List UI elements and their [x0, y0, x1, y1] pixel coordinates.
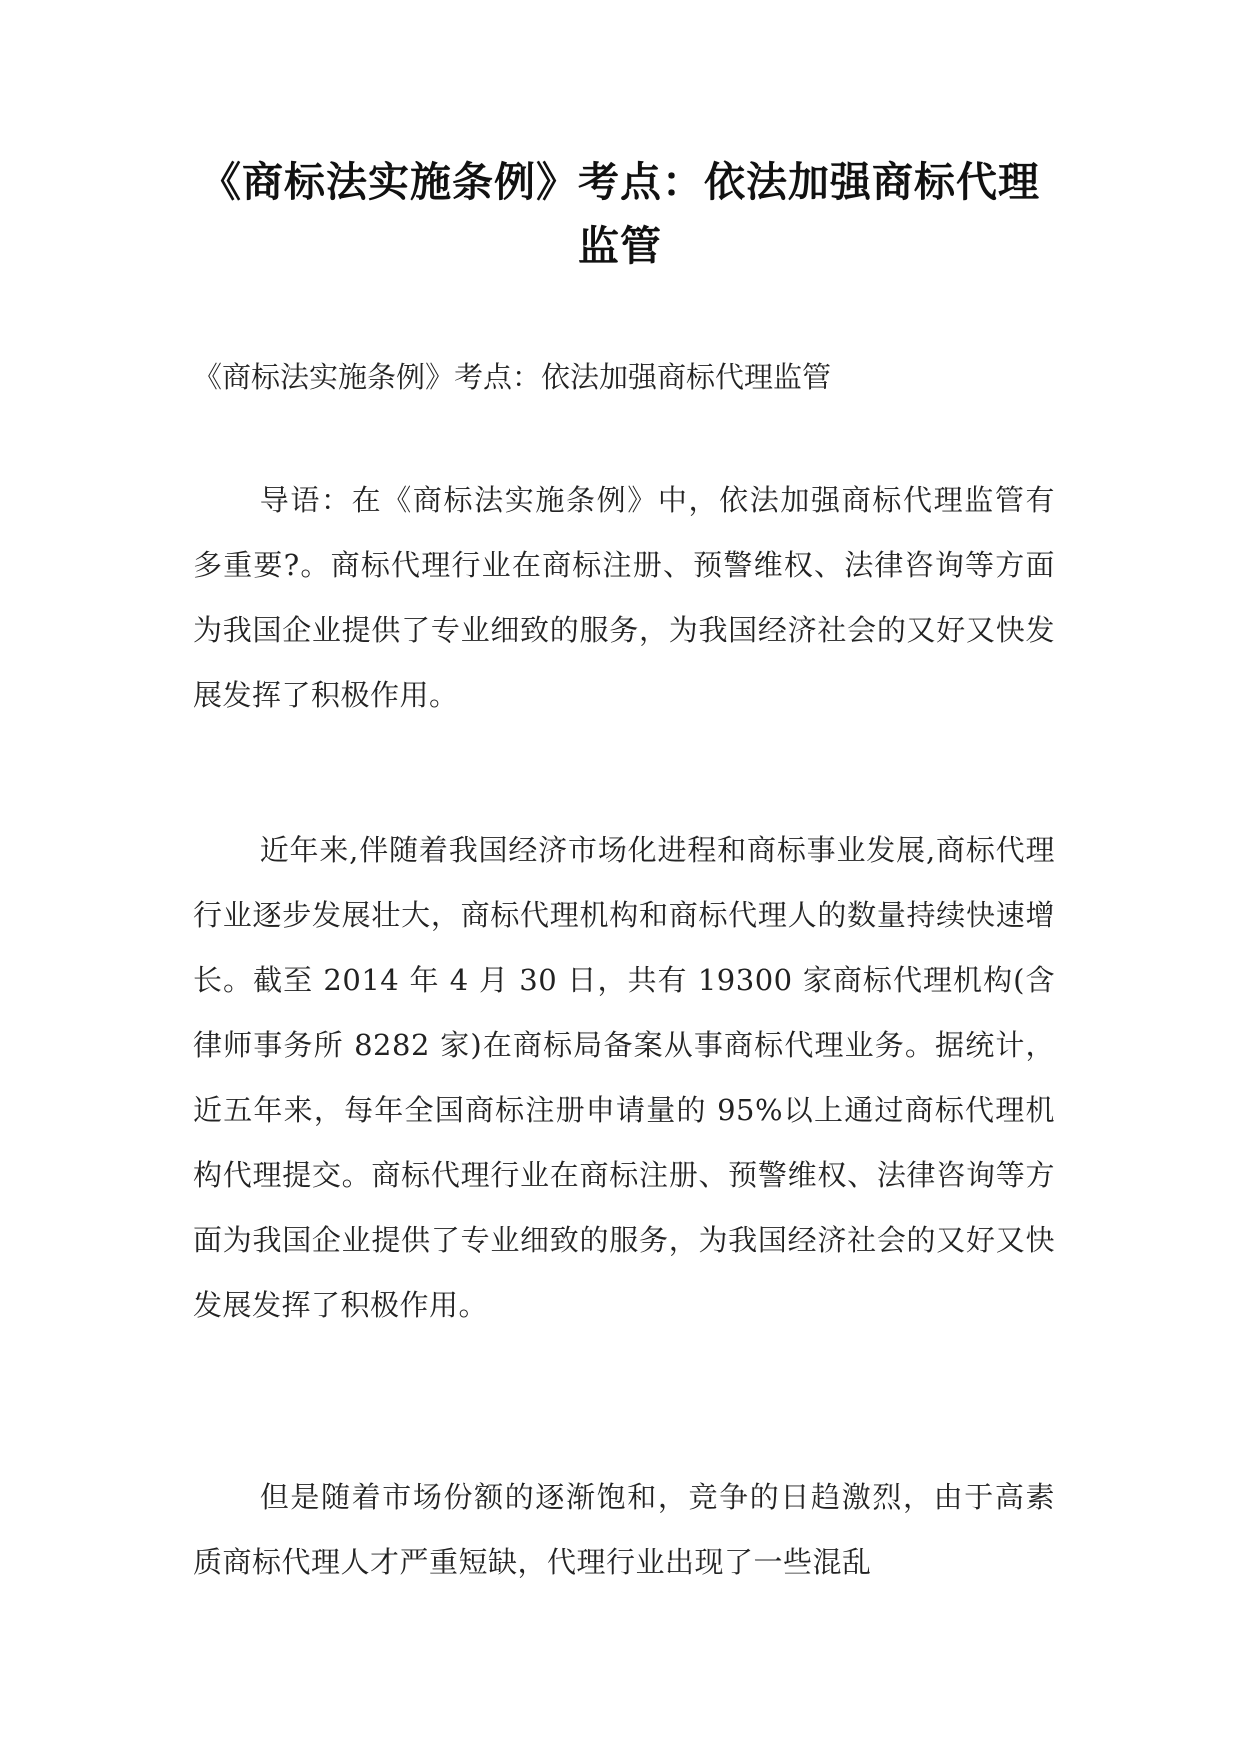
paragraph-problems: 但是随着市场份额的逐渐饱和，竞争的日趋激烈，由于高素质商标代理人才严重短缺，代理行业出现了一些混乱 [193, 1480, 1055, 1579]
document-subtitle: 《商标法实施条例》考点：依法加强商标代理监管 [193, 360, 832, 394]
paragraph-intro: 导语：在《商标法实施条例》中，依法加强商标代理监管有多重要?。商标代理行业在商标注册、预警维权、法律咨询等方面为我国企业提供了专业细致的服务，为我国经济社会的又好又快发展发挥了积极作用。 [193, 483, 1055, 712]
document-title: 《商标法实施条例》考点：依法加强商标代理监管 [200, 158, 1040, 270]
paragraph-background: 近年来,伴随着我国经济市场化进程和商标事业发展,商标代理行业逐步发展壮大，商标代理机构和商标代理人的数量持续快速增长。截至 2014 年 4 月 30 日，共有 19300 家商标代理机构(含律师事务所 8282 家)在商标局备案从事商标代理业务。据统计，近五年来，每年全国商标注册申请量的 95%以上通过商标代理机构代理提交。商标代理行业在商标注册、预警维权、法律咨询等方面为我国企业提供了专业细致的服务，为我国经济社会的又好又快发展发挥了积极作用。 [193, 833, 1055, 1322]
